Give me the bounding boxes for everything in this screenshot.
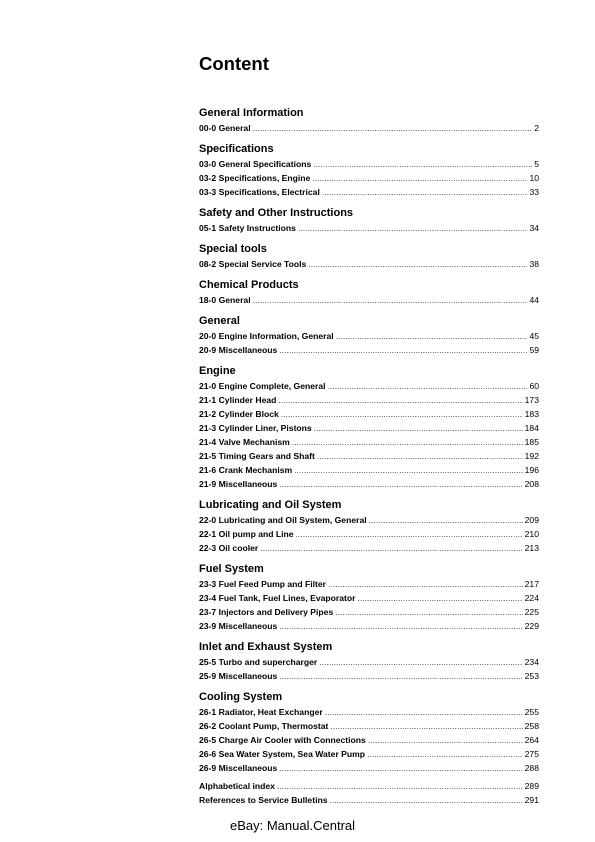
entry-page: 60 bbox=[529, 381, 539, 391]
entry-label: 23-7 Injectors and Delivery Pipes bbox=[199, 607, 334, 617]
dot-leader bbox=[298, 221, 527, 235]
entry-label: 26-6 Sea Water System, Sea Water Pump bbox=[199, 749, 366, 759]
entry-label: Alphabetical index bbox=[199, 781, 275, 791]
toc-section bbox=[199, 363, 539, 491]
toc-entry[interactable] bbox=[199, 669, 539, 683]
toc-section bbox=[199, 105, 539, 135]
dot-leader bbox=[336, 329, 528, 343]
toc-entry[interactable] bbox=[199, 619, 539, 633]
section-heading: Inlet and Exhaust System bbox=[199, 641, 333, 653]
dot-leader bbox=[357, 591, 522, 605]
toc-entry[interactable] bbox=[199, 705, 539, 719]
section-heading: Cooling System bbox=[199, 691, 283, 703]
entry-page: 33 bbox=[529, 187, 539, 197]
toc-section bbox=[199, 241, 539, 271]
toc-entry[interactable] bbox=[199, 605, 539, 619]
dot-leader bbox=[369, 513, 523, 527]
dot-leader bbox=[279, 477, 522, 491]
entry-label: 21-6 Crank Mechanism bbox=[199, 465, 293, 475]
dot-leader bbox=[329, 793, 522, 807]
entry-label: 26-2 Coolant Pump, Thermostat bbox=[199, 721, 329, 731]
entry-page: 229 bbox=[524, 621, 539, 631]
toc-entry[interactable] bbox=[199, 449, 539, 463]
dot-leader bbox=[330, 719, 522, 733]
entry-page: 255 bbox=[524, 707, 539, 717]
entry-label: 23-9 Miscellaneous bbox=[199, 621, 278, 631]
toc-entry[interactable] bbox=[199, 435, 539, 449]
dot-leader bbox=[319, 655, 522, 669]
toc-entry[interactable] bbox=[199, 591, 539, 605]
dot-leader bbox=[279, 343, 527, 357]
entry-label: 21-3 Cylinder Liner, Pistons bbox=[199, 423, 312, 433]
section-heading: Fuel System bbox=[199, 563, 264, 575]
dot-leader bbox=[279, 619, 522, 633]
toc-entry[interactable] bbox=[199, 527, 539, 541]
entry-page: 183 bbox=[524, 409, 539, 419]
toc-entry[interactable] bbox=[199, 393, 539, 407]
entry-label: 05-1 Safety Instructions bbox=[199, 223, 296, 233]
toc-section-index bbox=[199, 779, 539, 807]
dot-leader bbox=[281, 407, 523, 421]
entry-label: 25-9 Miscellaneous bbox=[199, 671, 278, 681]
dot-leader bbox=[279, 761, 522, 775]
dot-leader bbox=[317, 449, 523, 463]
toc-entry[interactable] bbox=[199, 779, 539, 793]
dot-leader bbox=[296, 527, 523, 541]
dot-leader bbox=[294, 463, 523, 477]
toc-entry[interactable] bbox=[199, 379, 539, 393]
toc-entry[interactable] bbox=[199, 541, 539, 555]
section-heading: Lubricating and Oil System bbox=[199, 499, 342, 511]
entry-label: 03-2 Specifications, Engine bbox=[199, 173, 311, 183]
toc-section bbox=[199, 277, 539, 307]
entry-label: 20-0 Engine Information, General bbox=[199, 331, 334, 341]
entry-page: 253 bbox=[524, 671, 539, 681]
table-of-contents bbox=[199, 99, 539, 807]
toc-entry[interactable] bbox=[199, 257, 539, 271]
dot-leader bbox=[253, 293, 528, 307]
entry-page: 185 bbox=[524, 437, 539, 447]
entry-label: 23-3 Fuel Feed Pump and Filter bbox=[199, 579, 327, 589]
entry-page: 288 bbox=[524, 763, 539, 773]
section-heading: Specifications bbox=[199, 143, 274, 155]
dot-leader bbox=[279, 669, 522, 683]
section-heading: General Information bbox=[199, 107, 304, 119]
entry-page: 209 bbox=[524, 515, 539, 525]
toc-entry[interactable] bbox=[199, 171, 539, 185]
toc-entry[interactable] bbox=[199, 157, 539, 171]
entry-page: 192 bbox=[524, 451, 539, 461]
section-heading: Special tools bbox=[199, 243, 267, 255]
entry-label: References to Service Bulletins bbox=[199, 795, 328, 805]
entry-label: 00-0 General bbox=[199, 123, 251, 133]
toc-section bbox=[199, 689, 539, 775]
toc-section bbox=[199, 497, 539, 555]
dot-leader bbox=[368, 733, 523, 747]
entry-label: 21-5 Timing Gears and Shaft bbox=[199, 451, 315, 461]
toc-entry[interactable] bbox=[199, 655, 539, 669]
entry-page: 44 bbox=[529, 295, 539, 305]
entry-page: 258 bbox=[524, 721, 539, 731]
entry-page: 225 bbox=[524, 607, 539, 617]
entry-label: 22-0 Lubricating and Oil System, General bbox=[199, 515, 367, 525]
section-heading: Chemical Products bbox=[199, 279, 299, 291]
entry-label: 21-0 Engine Complete, General bbox=[199, 381, 326, 391]
entry-label: 03-3 Specifications, Electrical bbox=[199, 187, 320, 197]
dot-leader bbox=[312, 171, 527, 185]
toc-section bbox=[199, 205, 539, 235]
entry-page: 224 bbox=[524, 593, 539, 603]
entry-label: 26-9 Miscellaneous bbox=[199, 763, 278, 773]
entry-page: 213 bbox=[524, 543, 539, 553]
entry-label: 22-3 Oil cooler bbox=[199, 543, 259, 553]
section-heading: Safety and Other Instructions bbox=[199, 207, 354, 219]
footer-text: eBay: Manual.Central bbox=[230, 818, 356, 833]
toc-entry[interactable] bbox=[199, 293, 539, 307]
dot-leader bbox=[253, 121, 533, 135]
entry-page: 45 bbox=[529, 331, 539, 341]
entry-page: 10 bbox=[529, 173, 539, 183]
entry-page: 5 bbox=[534, 159, 539, 169]
entry-page: 217 bbox=[524, 579, 539, 589]
toc-section bbox=[199, 639, 539, 683]
dot-leader bbox=[260, 541, 522, 555]
entry-page: 34 bbox=[529, 223, 539, 233]
entry-label: 21-2 Cylinder Block bbox=[199, 409, 279, 419]
entry-label: 26-1 Radiator, Heat Exchanger bbox=[199, 707, 323, 717]
dot-leader bbox=[292, 435, 523, 449]
entry-page: 264 bbox=[524, 735, 539, 745]
entry-label: 23-4 Fuel Tank, Fuel Lines, Evaporator bbox=[199, 593, 356, 603]
dot-leader bbox=[278, 393, 522, 407]
toc-entry[interactable] bbox=[199, 577, 539, 591]
entry-label: 26-5 Charge Air Cooler with Connections bbox=[199, 735, 366, 745]
entry-page: 2 bbox=[534, 123, 539, 133]
toc-entry[interactable] bbox=[199, 477, 539, 491]
dot-leader bbox=[313, 157, 532, 171]
dot-leader bbox=[328, 379, 528, 393]
toc-section bbox=[199, 313, 539, 357]
entry-label: 25-5 Turbo and supercharger bbox=[199, 657, 318, 667]
entry-page: 196 bbox=[524, 465, 539, 475]
toc-entry[interactable] bbox=[199, 719, 539, 733]
entry-page: 38 bbox=[529, 259, 539, 269]
toc-entry[interactable] bbox=[199, 463, 539, 477]
entry-label: 21-1 Cylinder Head bbox=[199, 395, 277, 405]
entry-page: 184 bbox=[524, 423, 539, 433]
section-heading: Engine bbox=[199, 365, 236, 377]
toc-entry[interactable] bbox=[199, 733, 539, 747]
dot-leader bbox=[325, 705, 523, 719]
dot-leader bbox=[322, 185, 528, 199]
toc-entry[interactable] bbox=[199, 221, 539, 235]
section-heading: General bbox=[199, 315, 240, 327]
entry-label: 22-1 Oil pump and Line bbox=[199, 529, 294, 539]
toc-entry[interactable] bbox=[199, 421, 539, 435]
toc-entry[interactable] bbox=[199, 121, 539, 135]
entry-label: 03-0 General Specifications bbox=[199, 159, 312, 169]
entry-label: 18-0 General bbox=[199, 295, 251, 305]
page-title: Content bbox=[199, 53, 269, 74]
entry-page: 173 bbox=[524, 395, 539, 405]
toc-entry[interactable] bbox=[199, 793, 539, 807]
toc-entry[interactable] bbox=[199, 329, 539, 343]
entry-page: 234 bbox=[524, 657, 539, 667]
entry-label: 20-9 Miscellaneous bbox=[199, 345, 278, 355]
toc-entry[interactable] bbox=[199, 747, 539, 761]
entry-label: 21-9 Miscellaneous bbox=[199, 479, 278, 489]
toc-entry[interactable] bbox=[199, 185, 539, 199]
entry-page: 210 bbox=[524, 529, 539, 539]
toc-entry[interactable] bbox=[199, 343, 539, 357]
entry-page: 59 bbox=[529, 345, 539, 355]
entry-label: 21-4 Valve Mechanism bbox=[199, 437, 290, 447]
dot-leader bbox=[277, 779, 523, 793]
toc-entry[interactable] bbox=[199, 513, 539, 527]
entry-page: 208 bbox=[524, 479, 539, 489]
toc-entry[interactable] bbox=[199, 407, 539, 421]
dot-leader bbox=[308, 257, 527, 271]
entry-page: 291 bbox=[524, 795, 539, 805]
entry-page: 289 bbox=[524, 781, 539, 791]
dot-leader bbox=[367, 747, 523, 761]
dot-leader bbox=[335, 605, 522, 619]
dot-leader bbox=[314, 421, 523, 435]
entry-label: 08-2 Special Service Tools bbox=[199, 259, 307, 269]
entry-page: 275 bbox=[524, 749, 539, 759]
toc-entry[interactable] bbox=[199, 761, 539, 775]
toc-section bbox=[199, 141, 539, 199]
dot-leader bbox=[328, 577, 523, 591]
toc-section bbox=[199, 561, 539, 633]
